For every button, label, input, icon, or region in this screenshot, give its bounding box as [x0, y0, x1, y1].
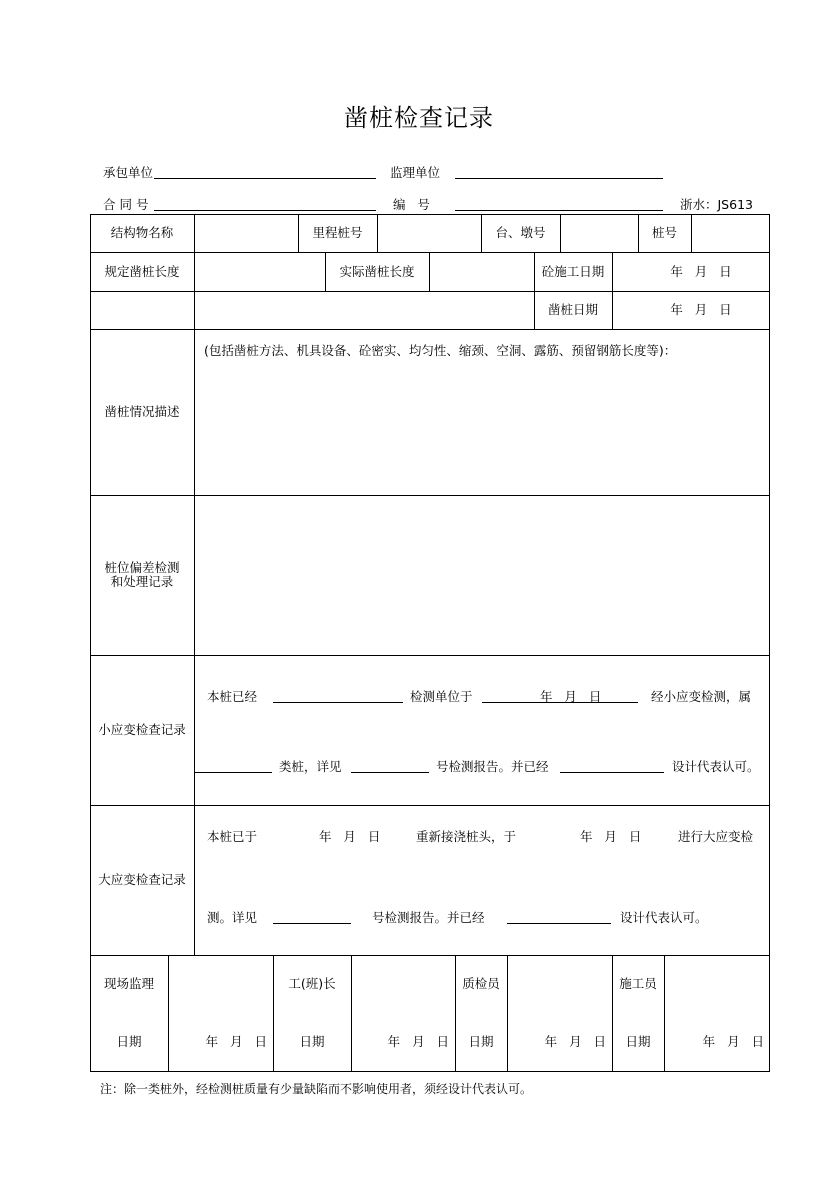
- small-strain-label: 小应变检查记录: [98, 722, 186, 737]
- site-supervisor-label: 现场监理: [103, 976, 154, 991]
- mileage-pile-field[interactable]: [377, 214, 481, 252]
- inspector-date[interactable]: 年 月 日: [544, 1034, 606, 1049]
- contract-no-field[interactable]: [154, 210, 376, 211]
- small-strain-text-6: 设计代表认可。: [672, 759, 760, 774]
- deviation-field[interactable]: [195, 496, 769, 654]
- small-strain-text-1: 本桩已经: [207, 689, 258, 704]
- small-strain-text-2: 检测单位于: [410, 689, 473, 704]
- concrete-date-value[interactable]: 年 月 日: [670, 263, 732, 279]
- specified-length-field[interactable]: [194, 252, 325, 291]
- description-hint: (包括凿桩方法、机具设备、砼密实、均匀性、缩颈、空洞、露筋、预留钢筋长度等)：: [204, 343, 677, 358]
- large-strain-date-2: 年 月 日: [580, 829, 642, 844]
- deviation-label-line1: 桩位偏差检测: [104, 560, 180, 575]
- contractor-label: 承包单位: [103, 165, 154, 180]
- chisel-date-value[interactable]: 年 月 日: [670, 302, 732, 317]
- deviation-label-line2: 和处理记录: [110, 574, 174, 589]
- specified-length-label: 规定凿桩长度: [104, 263, 180, 279]
- serial-no-field[interactable]: [455, 210, 663, 211]
- footnote: 注：除一类桩外，经检测桩质量有少量缺陷而不影响使用者，须经设计代表认可。: [100, 1082, 533, 1096]
- large-strain-blank-approver[interactable]: [507, 923, 611, 924]
- site-supervisor-signature[interactable]: [168, 955, 273, 1013]
- actual-length-field[interactable]: [429, 252, 534, 291]
- abutment-pier-label: 台、墩号: [495, 225, 546, 240]
- mileage-pile-label: 里程桩号: [312, 225, 363, 240]
- small-strain-blank-unit[interactable]: [273, 702, 403, 703]
- concrete-date-label: 砼施工日期: [541, 263, 605, 279]
- structure-name-field[interactable]: [194, 214, 298, 252]
- small-strain-text-3: 经小应变检测，属: [651, 689, 752, 704]
- large-strain-text-1: 本桩已于: [207, 829, 258, 844]
- supervisor-field[interactable]: [455, 178, 663, 179]
- large-strain-text-6: 设计代表认可。: [620, 910, 708, 925]
- small-strain-blank-report[interactable]: [351, 772, 429, 773]
- serial-no-label: 编 号: [393, 197, 430, 212]
- large-strain-text-2: 重新接浇桩头，于: [416, 829, 517, 844]
- worker-date-label: 日期: [625, 1034, 651, 1049]
- inspector-signature[interactable]: [507, 955, 612, 1013]
- worker-label: 施工员: [619, 976, 657, 991]
- description-label: 凿桩情况描述: [104, 404, 180, 419]
- page-title: 凿桩检查记录: [344, 104, 494, 132]
- worker-signature[interactable]: [664, 955, 770, 1013]
- description-field[interactable]: [195, 359, 769, 494]
- abutment-pier-field[interactable]: [560, 214, 638, 252]
- large-strain-text-5: 号检测报告。并已经: [372, 910, 485, 925]
- foreman-date[interactable]: 年 月 日: [387, 1034, 449, 1049]
- large-strain-blank-report[interactable]: [273, 923, 351, 924]
- small-strain-blank-class[interactable]: [194, 772, 272, 773]
- site-supervisor-date-label: 日期: [116, 1034, 142, 1049]
- large-strain-date-1: 年 月 日: [319, 829, 381, 844]
- actual-length-label: 实际凿桩长度: [339, 263, 415, 279]
- structure-name-label: 结构物名称: [110, 225, 174, 240]
- inspection-table: [90, 214, 770, 1072]
- pile-no-label: 桩号: [651, 225, 677, 240]
- site-supervisor-date[interactable]: 年 月 日: [205, 1034, 267, 1049]
- foreman-label: 工(班)长: [288, 976, 336, 991]
- contractor-field[interactable]: [154, 178, 376, 179]
- foreman-signature[interactable]: [351, 955, 455, 1013]
- small-strain-date: 年 月 日: [540, 689, 602, 704]
- small-strain-text-4: 类桩，详见: [279, 759, 342, 774]
- inspector-label: 质检员: [462, 976, 500, 991]
- form-code: 浙水：JS613: [680, 197, 753, 212]
- foreman-date-label: 日期: [299, 1034, 325, 1049]
- large-strain-text-3: 进行大应变检: [678, 829, 754, 844]
- chisel-date-label: 凿桩日期: [547, 302, 598, 317]
- contract-no-label: 合 同 号: [103, 197, 149, 212]
- small-strain-blank-approver[interactable]: [560, 772, 664, 773]
- small-strain-text-5: 号检测报告。并已经: [436, 759, 549, 774]
- deviation-label: [90, 495, 194, 655]
- worker-date[interactable]: 年 月 日: [702, 1034, 764, 1049]
- pile-no-field[interactable]: [691, 214, 770, 252]
- inspector-date-label: 日期: [468, 1034, 494, 1049]
- large-strain-label: 大应变检查记录: [98, 872, 186, 887]
- supervisor-label: 监理单位: [390, 165, 441, 180]
- large-strain-text-4: 测。详见: [207, 910, 258, 925]
